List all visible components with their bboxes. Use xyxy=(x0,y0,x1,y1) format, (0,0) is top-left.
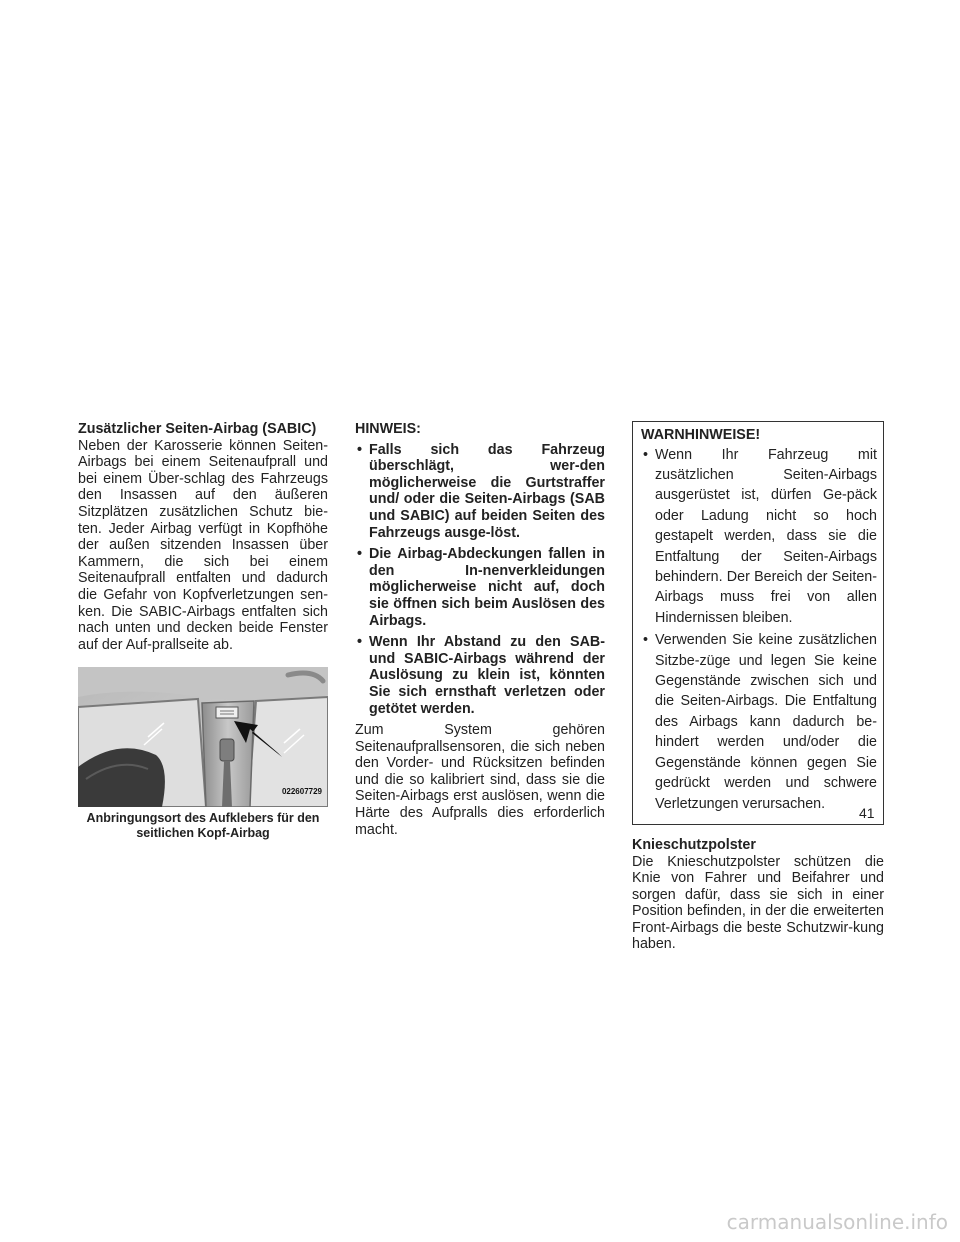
page-number: 41 xyxy=(859,805,875,821)
warning-item: • Verwenden Sie keine zusätzlichen Sitzbe-züge und legen Sie keine Gegenstände zwischen sich und die Seiten-Airbags. Die Entfaltung des Airbags kann dadurch be-hindert werden und/oder die Gegenstände können gegen Sie gedrückt werden und schwere Verletzungen verursachen. xyxy=(641,630,877,814)
note-heading: HINWEIS: xyxy=(355,421,421,437)
warning-box xyxy=(632,421,884,825)
watermark: carmanualsonline.info xyxy=(726,1210,948,1234)
warning-heading: WARNHINWEISE! xyxy=(641,427,761,443)
section-body-sabic: Neben der Karosserie können Seiten-Airbags bei einem Seitenaufprall und bei einem Über-schlag des Fahrzeugs den Insassen auf den äußeren Sitzplätzen zusätzlichen Schutz bie-ten. Jeder Airbag verfügt in Kopfhöhe der außen sitzenden Insassen über Kammern, die sich bei einem Seitenaufprall entfalten und dadurch die Gefahr von Kopfverletzungen sen-ken. Die SABIC-Airbags entfalten sich nach unten und decken beide Fenster auf der Auf-prallseite ab. xyxy=(78,437,328,653)
note-item: • Falls sich das Fahrzeug überschlägt, wer-den möglicherweise die Gurtstraffer und/ oder die Seiten-Airbags (SAB und SABIC) auf beiden Seiten des Fahrzeugs ausge-löst. xyxy=(355,442,605,542)
note-item: • Wenn Ihr Abstand zu den SAB- und SABIC-Airbags während der Auslösung zu klein ist, könnten Sie sich ernsthaft verletzen oder getötet werden. xyxy=(355,634,605,717)
column-right xyxy=(632,421,884,953)
column-middle xyxy=(355,421,605,838)
section-body-knee: Die Knieschutzpolster schützen die Knie von Fahrer und Beifahrer und sorgen dafür, dass sie sich in einer Position befinden, in der die erweiterten Front-Airbags die beste Schutzwir-kung haben. xyxy=(632,853,884,953)
figure-airbag-label-location xyxy=(78,667,328,807)
note-body: Zum System gehören Seitenaufprallsensoren, die sich neben den Vorder- und Rücksitzen befinden und die so kalibriert sind, dass sie die Seiten-Airbags erst auslösen, wenn die Härte des Aufpralls dies erforderlich macht. xyxy=(355,722,605,838)
warning-list xyxy=(641,445,877,814)
figure-code: 022607729 xyxy=(281,786,322,796)
column-left xyxy=(78,421,328,840)
section-heading-knee: Knieschutzpolster xyxy=(632,836,756,853)
warning-item: • Wenn Ihr Fahrzeug mit zusätzlichen Seiten-Airbags ausgerüstet ist, dürfen Ge-päck oder Ladung nicht so hoch gestapelt werden, dass sie die Entfaltung der Seiten-Airbags behindern. Der Bereich der Seiten-Airbags muss frei von allen Hindernissen bleiben. xyxy=(641,445,877,629)
figure-caption: Anbringungsort des Aufklebers für den seitlichen Kopf-Airbag xyxy=(86,811,320,840)
note-list xyxy=(355,442,605,718)
section-heading-sabic: Zusätzlicher Seiten-Airbag (SABIC) xyxy=(78,421,317,437)
note-item: • Die Airbag-Abdeckungen fallen in den In-nenverkleidungen möglicherweise nicht auf, doch sie öffnen sich beim Auslösen des Airbags. xyxy=(355,546,605,629)
